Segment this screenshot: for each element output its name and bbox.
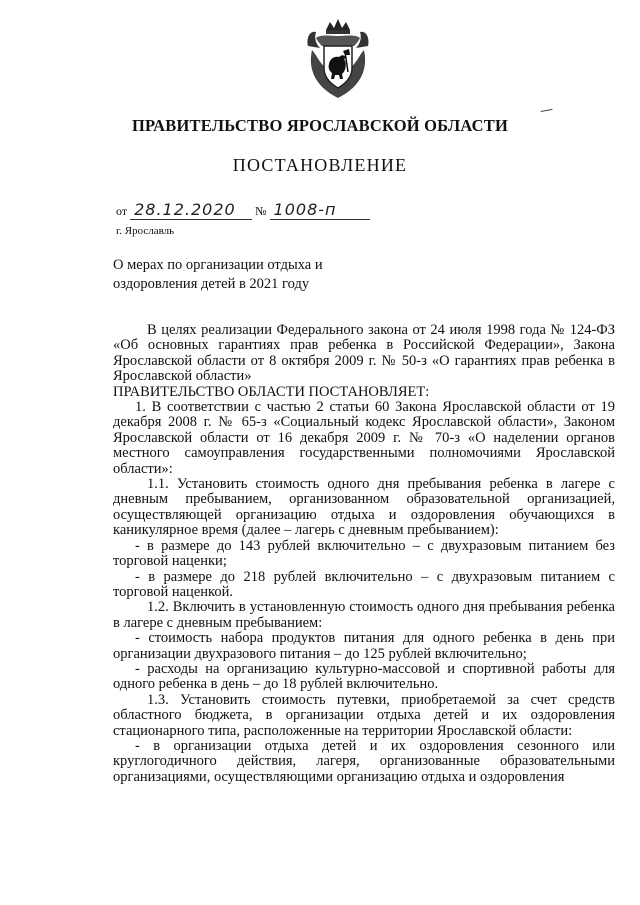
paragraph: 1.1. Установить стоимость одного дня пребывания ребенка в лагере с дневным пребыванием, организованном образовательной организацией, осуществляющей организацию отдыха и оздоровления обучающихся в каникулярное время (далее – лагерь с дневным пребыванием): (113, 476, 615, 539)
document-subject (113, 256, 373, 294)
city-label: г. Ярославль (116, 225, 175, 237)
document-type: ПОСТАНОВЛЕНИЕ (232, 155, 408, 175)
paragraph: В целях реализации Федерального закона от 24 июля 1998 года № 124-ФЗ «Об основных гарантиях прав ребенка в Российской Федерации», Закона Ярославской области от 8 октября 2009 г. № 50-з «О гарантиях прав ребенка в Ярославской области» (113, 322, 615, 385)
handwritten-number: 1008-п (270, 200, 370, 220)
paragraph-decree-heading: ПРАВИТЕЛЬСТВО ОБЛАСТИ ПОСТАНОВЛЯЕТ: (113, 383, 430, 400)
scan-mark (539, 103, 552, 112)
paragraph: - стоимость набора продуктов питания для одного ребенка в день при организации двухразового питания – до 125 рублей включительно; (113, 630, 615, 662)
subject-line: оздоровления детей в 2021 году (113, 276, 310, 292)
date-from-label: от (116, 204, 128, 218)
organization-title: ПРАВИТЕЛЬСТВО ЯРОСЛАВСКОЙ ОБЛАСТИ (131, 116, 509, 135)
paragraph: 1.3. Установить стоимость путевки, приобретаемой за счет средств областного бюджета, в организации отдыха детей и их оздоровления стационарного типа, расположенные на территории Ярославской области: (113, 691, 615, 739)
subject-line: О мерах по организации отдыха и (113, 257, 323, 273)
paragraph: - в размере до 143 рублей включительно – с двухразовым питанием без торговой наценки; (113, 537, 615, 570)
handwritten-date: 28.12.2020 (130, 200, 252, 220)
paragraph: 1.2. Включить в установленную стоимость одного дня пребывания ребенка в лагере с дневным пребыванием: (113, 599, 615, 631)
document-body (113, 323, 615, 785)
paragraph: - расходы на организацию культурно-массовой и спортивной работы для одного ребенка в день – до 18 рублей включительно. (113, 660, 615, 693)
paragraph: - в организации отдыха детей и их оздоровления сезонного или круглогодичного действия, лагеря, организованные образовательными организациями, осуществляющими организацию отдыха и оздоровления (113, 737, 615, 785)
number-label: № (255, 204, 267, 218)
paragraph: 1. В соответствии с частью 2 статьи 60 Закона Ярославской области от 19 декабря 2008 г. № 65-з «Социальный кодекс Ярославской области», Законом Ярославской области от 16 декабря 2009 г. № 70-з «О наделении органов местного самоуправления государственными полномочиями Ярославской области»: (113, 399, 615, 477)
coat-of-arms-icon (298, 16, 378, 102)
paragraph: - в размере до 218 рублей включительно – с двухразовым питанием с торговой наценкой. (113, 568, 615, 600)
date-number-line (116, 200, 370, 220)
